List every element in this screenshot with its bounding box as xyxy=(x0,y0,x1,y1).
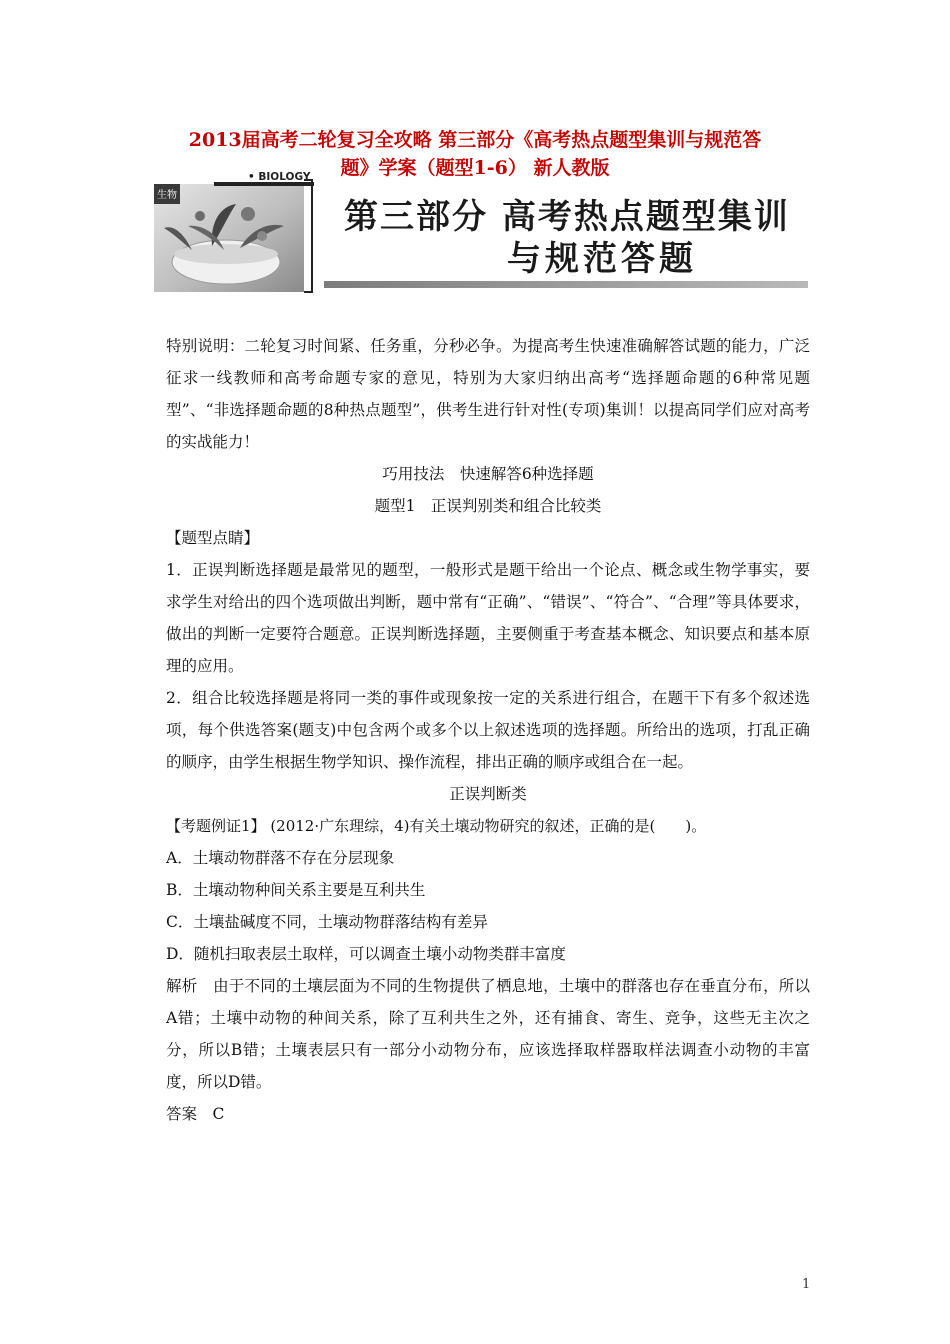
document-body xyxy=(166,330,810,1130)
example-text: (2012·广东理综，4)有关土壤动物研究的叙述，正确的是( )。 xyxy=(270,817,707,835)
tip-heading: 【题型点睛】 xyxy=(166,529,260,547)
subject-tag xyxy=(154,184,180,204)
option-a: A．土壤动物群落不存在分层现象 xyxy=(166,849,395,867)
answer-line: 答案 C xyxy=(166,1105,225,1123)
banner-heading-line-1: 第三部分 高考热点题型集训 xyxy=(344,197,790,237)
option-d: D．随机扫取表层土取样，可以调查土壤小动物类群丰富度 xyxy=(166,945,566,963)
section-title: 巧用技法 快速解答6种选择题 xyxy=(382,465,594,483)
intro-paragraph: 特别说明：二轮复习时间紧、任务重，分秒必争。为提高考生快速准确解答试题的能力，广泛征求一线教师和高考命题专家的意见，特别为大家归纳出高考“选择题命题的6种常见题型”、“非选择题命题的8种热点题型”，供考生进行针对性(专项)集训！以提高同学们应对高考的实战能力！ xyxy=(166,337,810,451)
banner-bottom-bar xyxy=(324,281,808,288)
banner-heading-line-2: 与规范答题 xyxy=(507,239,697,279)
subject-label: • BIOLOGY xyxy=(248,171,311,183)
subject-tag-label: 生物 xyxy=(157,190,177,201)
example-label: 【考题例证1】 xyxy=(166,817,266,835)
subsection-title: 正误判断类 xyxy=(449,785,527,803)
tip-paragraph-1: 1．正误判断选择题是最常见的题型，一般形式是题干给出一个论点、概念或生物学事实，要求学生对给出的四个选项做出判断，题中常有“正确”、“错误”、“符合”、“合理”等具体要求，做出的判断一定要符合题意。正误判断选择题，主要侧重于考查基本概念、知识要点和基本原理的应用。 xyxy=(166,561,810,675)
option-b: B．土壤动物种间关系主要是互利共生 xyxy=(166,881,426,899)
option-c: C．土壤盐碱度不同，土壤动物群落结构有差异 xyxy=(166,913,488,931)
biology-banner xyxy=(152,170,812,296)
page-number: 1 xyxy=(802,1277,811,1292)
banner-bracket xyxy=(304,180,312,292)
question-type-title: 题型1 正误判别类和组合比较类 xyxy=(374,497,602,515)
document-title-line-1: 2013届高考二轮复习全攻略 第三部分《高考热点题型集训与规范答 xyxy=(188,129,762,151)
analysis-paragraph: 解析 由于不同的土壤层面为不同的生物提供了栖息地，土壤中的群落也存在垂直分布，所以A错；土壤中动物的种间关系，除了互利共生之外，还有捕食、寄生、竞争，这些无主次之分，所以B错；土壤表层只有一部分小动物分布，应该选择取样器取样法调查小动物的丰富度，所以D错。 xyxy=(166,977,810,1091)
document-title-line-2: 题》学案（题型1-6） 新人教版 xyxy=(340,157,610,179)
example-question xyxy=(166,810,810,842)
tip-paragraph-2: 2．组合比较选择题是将同一类的事件或现象按一定的关系进行组合，在题干下有多个叙述选项，每个供选答案(题支)中包含两个或多个以上叙述选项的选择题。所给出的选项，打乱正确的顺序，由学生根据生物学知识、操作流程，排出正确的顺序或组合在一起。 xyxy=(166,689,810,771)
